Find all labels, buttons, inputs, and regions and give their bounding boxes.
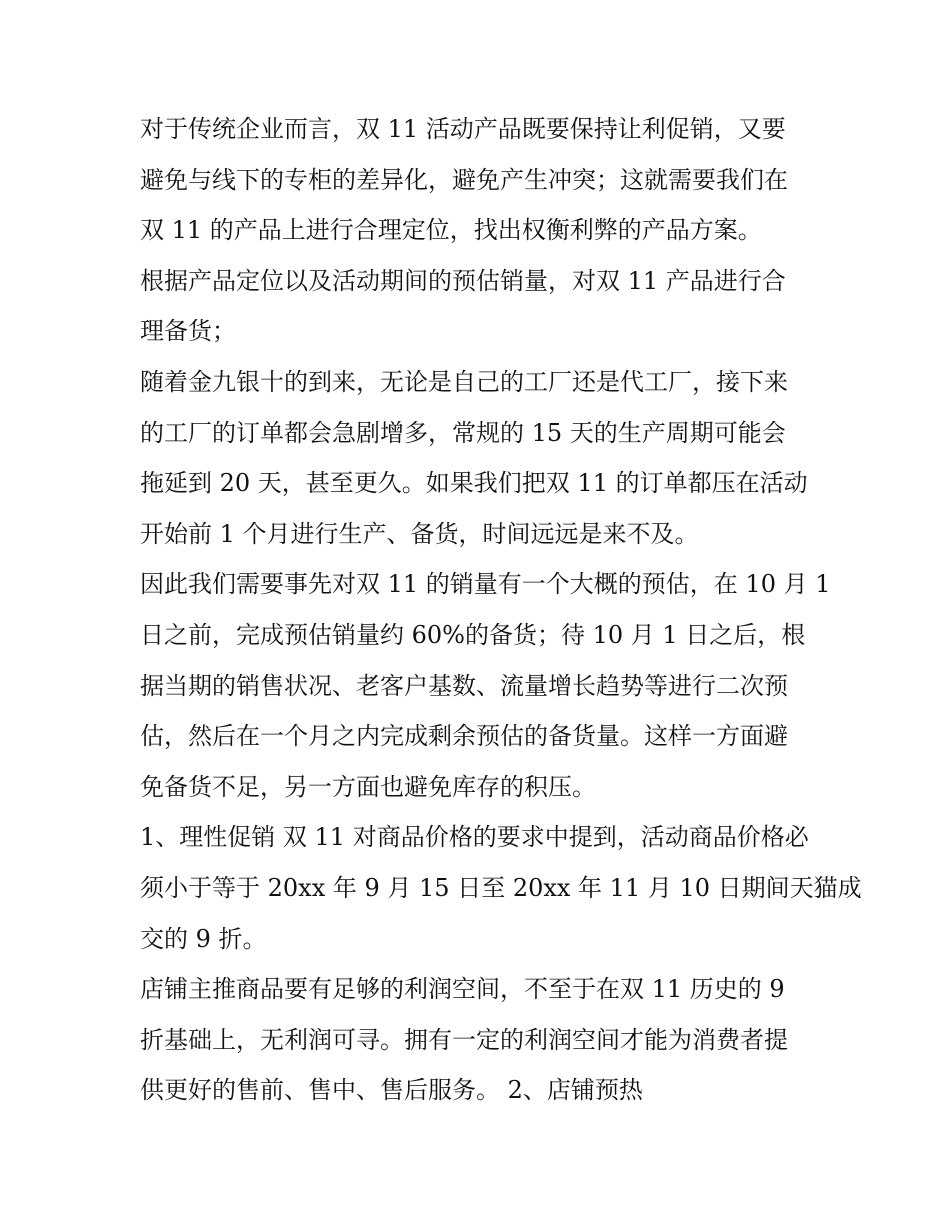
paragraph-line: 随着金九银十的到来，无论是自己的工厂还是代工厂，接下来 xyxy=(140,367,788,396)
paragraph-line: 须小于等于 20xx 年 9 月 15 日至 20xx 年 11 月 10 日期间天猫成 xyxy=(140,873,862,902)
paragraph-line: 估，然后在一个月之内完成剩余预估的备货量。这样一方面避 xyxy=(140,722,788,751)
paragraph-line: 对于传统企业而言，双 11 活动产品既要保持让利促销，又要 xyxy=(140,115,786,143)
paragraph-5 xyxy=(140,812,862,964)
paragraph-4 xyxy=(140,559,831,812)
paragraph-3 xyxy=(140,357,820,559)
paragraph-line: 折基础上，无利润可寻。拥有一定的利润空间才能为消费者提 xyxy=(140,1025,788,1054)
paragraph-line: 因此我们需要事先对双 11 的销量有一个大概的预估，在 10 月 1 xyxy=(140,570,831,599)
paragraph-line: 供更好的售前、售中、售后服务。 2、店铺预热 xyxy=(140,1076,643,1105)
paragraph-line: 免备货不足，另一方面也避免库存的积压。 xyxy=(140,772,596,801)
paragraph-line: 日之前，完成预估销量约 60%的备货；待 10 月 1 日之后，根 xyxy=(140,620,806,649)
paragraph-line: 开始前 1 个月进行生产、备货，时间远远是来不及。 xyxy=(140,519,699,548)
document-body xyxy=(140,104,862,1116)
paragraph-line: 避免与线下的专柜的差异化，避免产生冲突；这就需要我们在 xyxy=(140,165,788,194)
paragraph-2 xyxy=(140,256,820,357)
paragraph-line: 理备货； xyxy=(140,317,236,346)
paragraph-6 xyxy=(140,964,820,1116)
paragraph-line: 拖延到 20 天，甚至更久。如果我们把双 11 的订单都压在活动 xyxy=(140,469,808,498)
paragraph-1 xyxy=(140,104,820,256)
paragraph-line: 的工厂的订单都会急剧增多，常规的 15 天的生产周期可能会 xyxy=(140,418,786,447)
paragraph-line: 1、理性促销 双 11 对商品价格的要求中提到，活动商品价格必 xyxy=(140,823,809,852)
paragraph-line: 店铺主推商品要有足够的利润空间，不至于在双 11 历史的 9 xyxy=(140,975,785,1004)
paragraph-line: 双 11 的产品上进行合理定位，找出权衡利弊的产品方案。 xyxy=(140,216,762,245)
paragraph-line: 交的 9 折。 xyxy=(140,924,267,953)
paragraph-line: 根据产品定位以及活动期间的预估销量，对双 11 产品进行合 xyxy=(140,266,786,295)
paragraph-line: 据当期的销售状况、老客户基数、流量增长趋势等进行二次预 xyxy=(140,671,788,700)
